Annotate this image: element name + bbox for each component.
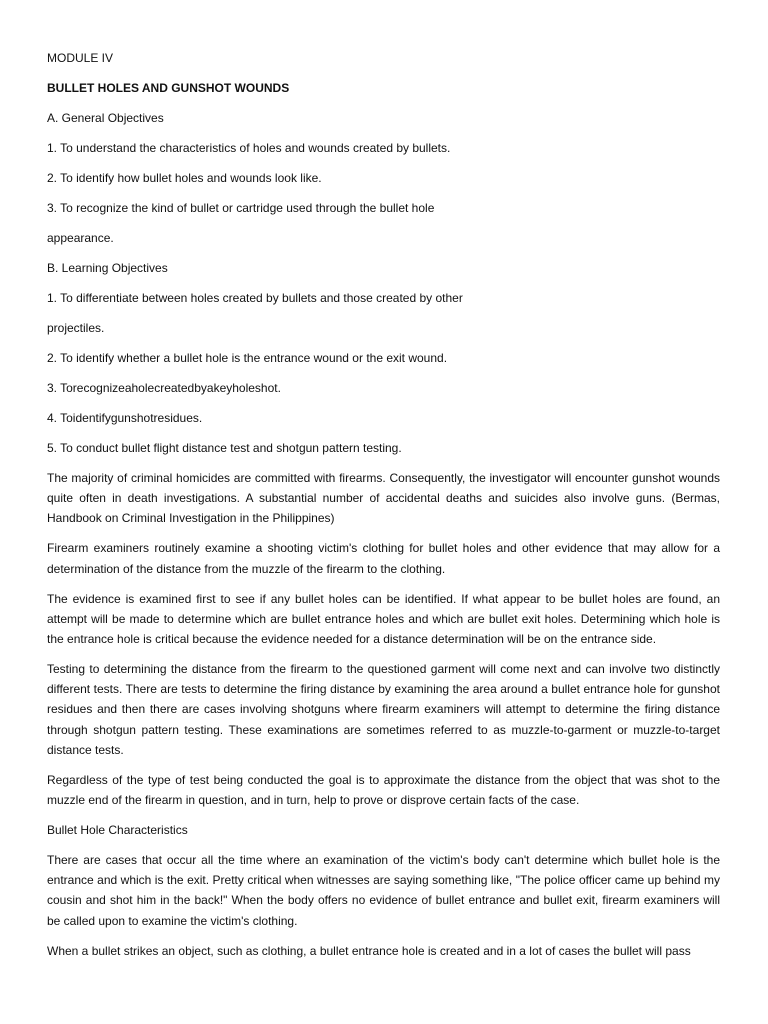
learning-objective-item: 2. To identify whether a bullet hole is the entrance wound or the exit wound.: [47, 351, 448, 365]
general-objective-item: 1. To understand the characteristics of holes and wounds created by bullets.: [47, 141, 451, 155]
body-paragraph: Regardless of the type of test being conducted the goal is to approximate the distance from the object that was shot to the muzzle end of the firearm in question, and in turn, help to prove or disprove certain facts of the case.: [47, 772, 720, 808]
document-title: BULLET HOLES AND GUNSHOT WOUNDS: [47, 81, 290, 95]
general-objective-item-continuation: appearance.: [47, 231, 114, 245]
body-paragraph: The evidence is examined first to see if any bullet holes can be identified. If what appear to be bullet holes are found, an attempt will be made to determine which are bullet entrance holes and which are bullet exit holes. Determining which hole is the entrance hole is critical because the evidence needed for a distance determination will be on the entrance side.: [47, 591, 720, 647]
body-paragraph: The majority of criminal homicides are committed with firearms. Consequently, the investigator will encounter gunshot wounds quite often in death investigations. A substantial number of accidental deaths and suicides also involve guns. (Bermas, Handbook on Criminal Investigation in the Philippines): [47, 471, 720, 526]
learning-objective-item-continuation: projectiles.: [47, 321, 105, 335]
section-paragraph: When a bullet strikes an object, such as clothing, a bullet entrance hole is created and in a lot of cases the bullet will pass: [47, 943, 691, 958]
general-objective-item: 2. To identify how bullet holes and wounds look like.: [47, 171, 322, 185]
learning-objective-item: 4. Toidentifygunshotresidues.: [47, 411, 203, 425]
learning-objective-item: 3. Torecognizeaholecreatedbyakeyholeshot.: [47, 381, 281, 395]
learning-objectives-heading: B. Learning Objectives: [47, 261, 168, 275]
body-paragraph: Firearm examiners routinely examine a shooting victim's clothing for bullet holes and other evidence that may allow for a determination of the distance from the muzzle of the firearm to the clothing.: [47, 541, 720, 576]
section-heading: Bullet Hole Characteristics: [47, 823, 188, 838]
module-label: MODULE IV: [47, 51, 114, 65]
learning-objective-item: 1. To differentiate between holes created by bullets and those created by other: [47, 291, 463, 305]
section-paragraph: There are cases that occur all the time where an examination of the victim's body can't determine which bullet hole is the entrance and which is the exit. Pretty critical when witnesses are saying something like, "The police officer came up behind my cousin and shot him in the back!" When the body offers no evidence of bullet entrance and bullet exit, firearm examiners will be called upon to examine the victim's clothing.: [47, 853, 720, 928]
document-body: [47, 48, 720, 971]
general-objective-item: 3. To recognize the kind of bullet or cartridge used through the bullet hole: [47, 201, 435, 215]
body-paragraph: Testing to determining the distance from the firearm to the questioned garment will come next and can involve two distinctly different tests. There are tests to determine the firing distance by examining the area around a bullet entrance hole for gunshot residues and then there are cases involving shotguns where firearm examiners will attempt to determine the firing distance through shotgun pattern testing. These examinations are sometimes referred to as muzzle-to-garment or muzzle-to-target distance tests.: [47, 662, 720, 757]
learning-objective-item: 5. To conduct bullet flight distance test and shotgun pattern testing.: [47, 441, 402, 455]
general-objectives-heading: A. General Objectives: [47, 111, 164, 125]
